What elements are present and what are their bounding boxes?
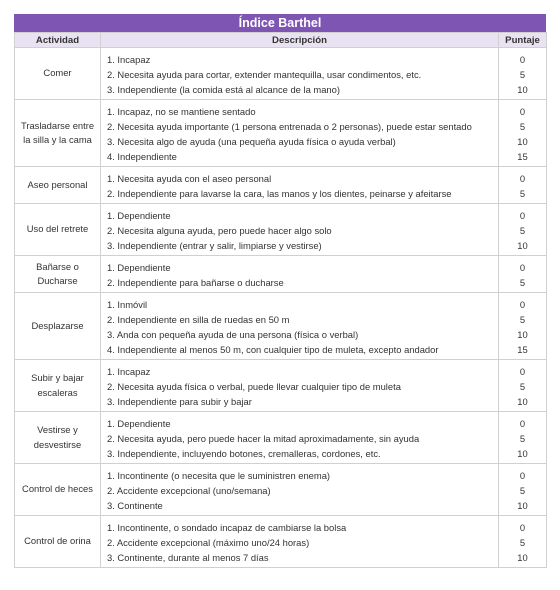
score-value: 10 [517, 240, 528, 251]
score-value: 15 [517, 151, 528, 162]
description-cell [101, 360, 499, 412]
score-value: 5 [519, 69, 526, 80]
table-title: Índice Barthel [14, 14, 546, 32]
description-line: 2. Accidente excepcional (máximo uno/24 horas) [107, 537, 310, 548]
score-cell [499, 167, 547, 204]
description-line: 2. Necesita ayuda para cortar, extender mantequilla, usar condimentos, etc. [107, 69, 422, 80]
description-line: 3. Necesita algo de ayuda (una pequeña ayuda física o ayuda verbal) [107, 136, 396, 147]
description-line: 1. Incapaz [107, 366, 151, 377]
header-activity: Actividad [15, 33, 101, 48]
description-line: 1. Dependiente [107, 262, 171, 273]
description-line: 1. Dependiente [107, 418, 171, 429]
description-line: 3. Independiente (la comida está al alcance de la mano) [107, 84, 340, 95]
score-value: 5 [519, 188, 526, 199]
description-cell [101, 412, 499, 464]
barthel-table [14, 32, 547, 568]
description-line: 2. Accidente excepcional (uno/semana) [107, 485, 271, 496]
table-row [15, 412, 547, 464]
score-value: 0 [519, 54, 526, 65]
description-cell [101, 100, 499, 167]
score-value: 0 [519, 210, 526, 221]
description-line: 1. Incapaz, no se mantiene sentado [107, 106, 256, 117]
table-row [15, 48, 547, 100]
description-cell [101, 204, 499, 256]
score-value: 5 [519, 381, 526, 392]
score-cell [499, 464, 547, 516]
description-line: 2. Necesita ayuda física o verbal, puede llevar cualquier tipo de muleta [107, 381, 401, 392]
description-line: 3. Continente [107, 500, 163, 511]
header-description: Descripción [101, 33, 499, 48]
description-line: 1. Incontinente, o sondado incapaz de cambiarse la bolsa [107, 522, 347, 533]
score-value: 0 [519, 366, 526, 377]
score-value: 15 [517, 344, 528, 355]
activity-cell: Aseo personal [15, 167, 101, 204]
description-line: 2. Independiente para bañarse o ducharse [107, 277, 284, 288]
activity-cell: Trasladarse entre la silla y la cama [15, 100, 101, 167]
description-cell [101, 464, 499, 516]
description-line: 4. Independiente [107, 151, 177, 162]
score-value: 5 [519, 277, 526, 288]
description-line: 2. Necesita ayuda, pero puede hacer la mitad aproximadamente, sin ayuda [107, 433, 420, 444]
description-cell [101, 293, 499, 360]
activity-cell: Comer [15, 48, 101, 100]
score-value: 0 [519, 418, 526, 429]
description-line: 3. Anda con pequeña ayuda de una persona (física o verbal) [107, 329, 359, 340]
barthel-index-table-container [14, 14, 546, 568]
description-line: 1. Necesita ayuda con el aseo personal [107, 173, 272, 184]
description-line: 3. Independiente, incluyendo botones, cremalleras, cordones, etc. [107, 448, 381, 459]
description-line: 4. Independiente al menos 50 m, con cualquier tipo de muleta, excepto andador [107, 344, 439, 355]
description-line: 1. Incapaz [107, 54, 151, 65]
score-cell [499, 293, 547, 360]
score-cell [499, 256, 547, 293]
table-row [15, 516, 547, 568]
activity-cell: Control de orina [15, 516, 101, 568]
description-cell [101, 48, 499, 100]
description-cell [101, 167, 499, 204]
score-value: 0 [519, 470, 526, 481]
score-value: 0 [519, 173, 526, 184]
score-value: 5 [519, 485, 526, 496]
activity-cell: Uso del retrete [15, 204, 101, 256]
score-cell [499, 516, 547, 568]
table-row [15, 464, 547, 516]
table-row [15, 293, 547, 360]
description-line: 2. Independiente en silla de ruedas en 50 m [107, 314, 290, 325]
score-value: 5 [519, 314, 526, 325]
score-value: 5 [519, 537, 526, 548]
score-value: 5 [519, 225, 526, 236]
description-line: 3. Continente, durante al menos 7 días [107, 552, 269, 563]
score-value: 10 [517, 84, 528, 95]
description-cell [101, 516, 499, 568]
header-row [15, 33, 547, 48]
score-value: 10 [517, 136, 528, 147]
score-cell [499, 360, 547, 412]
description-line: 1. Inmóvil [107, 299, 148, 310]
activity-cell: Desplazarse [15, 293, 101, 360]
description-line: 2. Necesita ayuda importante (1 persona entrenada o 2 personas), puede estar sentado [107, 121, 472, 132]
description-line: 3. Independiente para subir y bajar [107, 396, 252, 407]
score-value: 5 [519, 121, 526, 132]
description-cell [101, 256, 499, 293]
table-row [15, 204, 547, 256]
description-line: 3. Independiente (entrar y salir, limpiarse y vestirse) [107, 240, 322, 251]
activity-cell: Subir y bajar escaleras [15, 360, 101, 412]
activity-cell: Bañarse o Ducharse [15, 256, 101, 293]
description-line: 2. Necesita alguna ayuda, pero puede hacer algo solo [107, 225, 332, 236]
score-value: 0 [519, 262, 526, 273]
activity-cell: Control de heces [15, 464, 101, 516]
score-value: 10 [517, 396, 528, 407]
description-line: 1. Dependiente [107, 210, 171, 221]
table-row [15, 100, 547, 167]
score-value: 10 [517, 329, 528, 340]
table-row [15, 256, 547, 293]
score-cell [499, 48, 547, 100]
table-row [15, 167, 547, 204]
table-row [15, 360, 547, 412]
score-value: 10 [517, 500, 528, 511]
activity-cell: Vestirse y desvestirse [15, 412, 101, 464]
table-body [15, 48, 547, 568]
description-line: 1. Incontinente (o necesita que le suministren enema) [107, 470, 331, 481]
score-value: 0 [519, 522, 526, 533]
score-value: 0 [519, 106, 526, 117]
description-line: 2. Independiente para lavarse la cara, las manos y los dientes, peinarse y afeitarse [107, 188, 452, 199]
header-score: Puntaje [499, 33, 547, 48]
score-value: 5 [519, 433, 526, 444]
score-value: 10 [517, 552, 528, 563]
score-cell [499, 100, 547, 167]
score-value: 10 [517, 448, 528, 459]
score-value: 0 [519, 299, 526, 310]
score-cell [499, 412, 547, 464]
score-cell [499, 204, 547, 256]
